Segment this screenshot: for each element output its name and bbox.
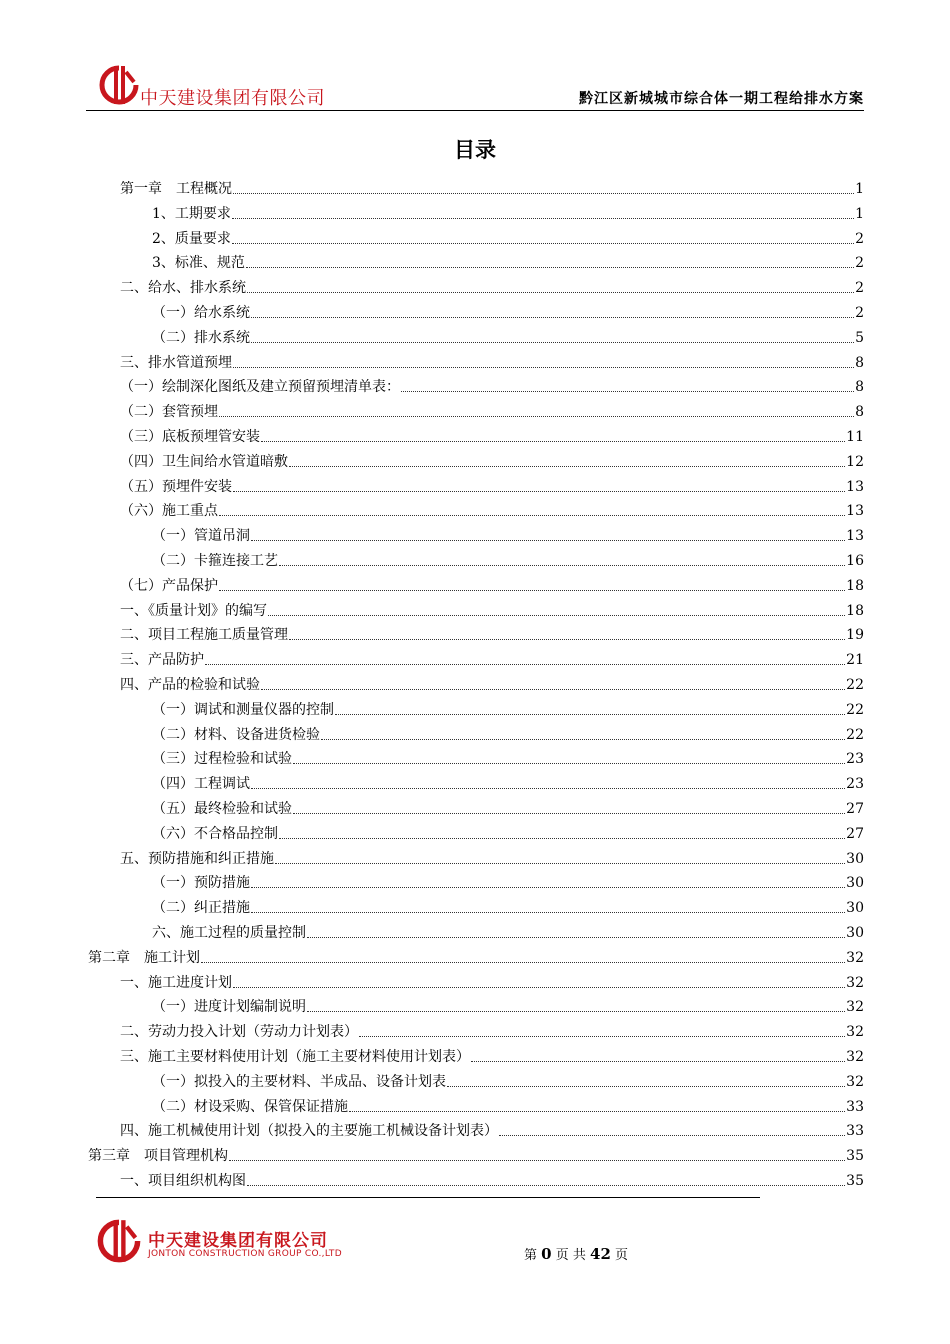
page-header — [86, 62, 864, 112]
toc-leader-dots — [233, 986, 845, 988]
toc-entry[interactable] — [120, 1166, 864, 1190]
toc-entry-page: 30 — [846, 850, 864, 867]
toc-leader-dots — [289, 638, 845, 640]
toc-entry[interactable] — [152, 521, 864, 545]
toc-entry-page: 2 — [855, 255, 864, 272]
toc-entry-title: （四）卫生间给水管道暗敷 — [120, 453, 288, 470]
current-page: 0 — [541, 1245, 552, 1263]
toc-leader-dots — [233, 192, 854, 194]
toc-entry-page: 27 — [846, 825, 864, 842]
footer-logo-icon — [96, 1218, 142, 1264]
toc-entry[interactable] — [120, 397, 864, 421]
toc-entry-page: 32 — [846, 1024, 864, 1041]
toc-leader-dots — [293, 812, 845, 814]
toc-leader-dots — [251, 539, 845, 541]
toc-entry[interactable] — [152, 224, 864, 248]
toc-leader-dots — [349, 1110, 845, 1112]
toc-entry-page: 22 — [846, 701, 864, 718]
toc-entry-title: 3、标准、规范 — [152, 255, 245, 272]
toc-entry-page: 2 — [855, 230, 864, 247]
toc-entry-title: 二、项目工程施工质量管理 — [120, 627, 288, 644]
toc-entry-page: 8 — [855, 379, 864, 396]
toc-entry-page: 32 — [846, 1073, 864, 1090]
toc-entry[interactable] — [120, 447, 864, 471]
toc-entry-page: 18 — [846, 577, 864, 594]
toc-entry-title: （二）卡箍连接工艺 — [152, 553, 278, 569]
toc-entry[interactable] — [120, 1042, 864, 1066]
toc-entry-page: 1 — [855, 181, 864, 197]
toc-entry-title: 二、给水、排水系统 — [120, 280, 246, 297]
toc-entry-page: 1 — [855, 205, 864, 222]
toc-entry-page: 27 — [846, 801, 864, 817]
toc-entry-page: 32 — [846, 999, 864, 1016]
toc-leader-dots — [275, 862, 845, 864]
toc-entry[interactable] — [152, 893, 864, 917]
toc-leader-dots — [219, 514, 845, 516]
toc-entry[interactable] — [120, 645, 864, 669]
toc-entry-title: 二、劳动力投入计划（劳动力计划表） — [120, 1024, 358, 1041]
page-number: 第 0 页 共 42 页 — [524, 1245, 629, 1263]
toc-entry-title: 2、质量要求 — [152, 230, 231, 247]
toc-leader-dots — [471, 1060, 845, 1062]
toc-entry-page: 19 — [846, 627, 864, 644]
toc-entry[interactable] — [120, 620, 864, 644]
toc-entry-page: 16 — [846, 553, 864, 569]
toc-entry-title: 一、施工进度计划 — [120, 974, 232, 991]
toc-entry-title: 1、工期要求 — [152, 205, 231, 222]
toc-entry-page: 35 — [846, 1173, 864, 1189]
toc-entry-title: （二）材料、设备进货检验 — [152, 726, 320, 743]
toc-leader-dots — [205, 663, 845, 665]
header-document-title: 黔江区新城城市综合体一期工程给排水方案 — [579, 91, 864, 107]
toc-entry-title: （六）不合格品控制 — [152, 825, 278, 842]
toc-entry-page: 23 — [846, 751, 864, 768]
toc-entry[interactable] — [120, 422, 864, 446]
toc-entry[interactable] — [120, 844, 864, 868]
toc-entry-page: 30 — [846, 875, 864, 892]
toc-entry-page: 13 — [846, 528, 864, 545]
toc-entry-page: 18 — [846, 602, 864, 619]
toc-entry-page: 33 — [846, 1123, 864, 1140]
toc-entry-title: （一）绘制深化图纸及建立预留预埋清单表： — [120, 379, 400, 396]
toc-leader-dots — [247, 1184, 845, 1186]
company-logo-icon — [98, 64, 140, 106]
header-company-name: 中天建设集团有限公司 — [140, 88, 325, 109]
toc-entry-page: 5 — [855, 329, 864, 346]
toc-leader-dots — [251, 341, 854, 343]
toc-leader-dots — [401, 390, 854, 392]
toc-title: 目录 — [454, 138, 496, 162]
toc-entry-title: 一、《质量计划》的编写 — [120, 602, 267, 619]
toc-entry-page: 32 — [846, 974, 864, 991]
toc-entry[interactable] — [152, 769, 864, 793]
toc-entry-page: 21 — [846, 652, 864, 669]
toc-entry[interactable] — [152, 794, 864, 818]
toc-entry[interactable] — [120, 472, 864, 496]
toc-entry-title: （二）纠正措施 — [152, 900, 250, 917]
toc-entry[interactable] — [152, 298, 864, 322]
toc-leader-dots — [233, 366, 854, 368]
toc-leader-dots — [251, 316, 854, 318]
toc-entry-title: （二）排水系统 — [152, 329, 250, 346]
toc-entry-title: （七）产品保护 — [120, 577, 218, 594]
toc-leader-dots — [279, 837, 845, 839]
toc-leader-dots — [499, 1134, 845, 1136]
toc-entry-title: 三、施工主要材料使用计划（施工主要材料使用计划表） — [120, 1049, 470, 1065]
toc-leader-dots — [233, 490, 845, 492]
toc-leader-dots — [261, 440, 845, 442]
toc-entry-page: 13 — [846, 478, 864, 495]
toc-entry[interactable] — [120, 372, 864, 396]
toc-leader-dots — [307, 936, 845, 938]
toc-leader-dots — [359, 1035, 845, 1037]
toc-entry-page: 32 — [846, 949, 864, 966]
toc-entry[interactable] — [120, 273, 864, 297]
toc-entry-title: 第二章 施工计划 — [88, 949, 200, 966]
toc-leader-dots — [246, 266, 854, 268]
toc-entry-page: 11 — [846, 429, 864, 445]
toc-entry-title: （一）进度计划编制说明 — [152, 999, 306, 1016]
header-divider — [86, 110, 864, 111]
toc-entry[interactable] — [120, 1116, 864, 1140]
toc-leader-dots — [232, 217, 854, 219]
total-pages: 42 — [590, 1245, 611, 1263]
toc-entry[interactable] — [120, 496, 864, 520]
toc-leader-dots — [232, 242, 854, 244]
toc-entry-title: （六）施工重点 — [120, 503, 218, 520]
toc-leader-dots — [268, 614, 845, 616]
toc-entry-page: 32 — [846, 1049, 864, 1065]
toc-leader-dots — [251, 911, 845, 913]
toc-leader-dots — [279, 564, 845, 566]
toc-leader-dots — [321, 738, 845, 740]
toc-leader-dots — [335, 713, 845, 715]
toc-entry-title: （二）套管预埋 — [120, 404, 218, 421]
toc-entry[interactable] — [152, 1092, 864, 1116]
toc-entry[interactable] — [120, 348, 864, 372]
toc-leader-dots — [447, 1085, 845, 1087]
toc-entry[interactable] — [152, 248, 864, 272]
toc-entry-page: 2 — [855, 280, 864, 297]
toc-leader-dots — [247, 291, 854, 293]
toc-entry[interactable] — [120, 571, 864, 595]
toc-leader-dots — [219, 415, 854, 417]
toc-entry-page: 8 — [855, 354, 864, 371]
toc-leader-dots — [251, 886, 845, 888]
toc-leader-dots — [229, 1159, 845, 1161]
toc-entry-page: 2 — [855, 305, 864, 321]
toc-entry-title: （一）拟投入的主要材料、半成品、设备计划表 — [152, 1073, 446, 1090]
toc-entry-page: 22 — [846, 726, 864, 743]
toc-leader-dots — [261, 688, 845, 690]
toc-entry-page: 8 — [855, 404, 864, 421]
toc-entry-title: 三、排水管道预埋 — [120, 354, 232, 371]
toc-entry-title: （一）给水系统 — [152, 305, 250, 321]
toc-entry-title: 第三章 项目管理机构 — [88, 1148, 228, 1165]
footer-divider — [96, 1197, 760, 1198]
toc-entry-page: 23 — [846, 776, 864, 793]
toc-entry-title: （三）底板预埋管安装 — [120, 429, 260, 445]
toc-entry[interactable] — [152, 323, 864, 347]
toc-entry-title: （五）预埋件安装 — [120, 478, 232, 495]
toc-entry-title: （三）过程检验和试验 — [152, 751, 292, 768]
toc-entry[interactable] — [88, 1141, 864, 1165]
toc-entry[interactable] — [152, 819, 864, 843]
toc-entry[interactable] — [120, 670, 864, 694]
toc-entry[interactable] — [88, 943, 864, 967]
toc-entry-title: 六、施工过程的质量控制 — [152, 925, 306, 941]
toc-entry-page: 33 — [846, 1098, 864, 1115]
toc-entry[interactable] — [152, 1067, 864, 1091]
toc-entry[interactable] — [152, 695, 864, 719]
footer-company-english: JONTON CONSTRUCTION GROUP CO.,LTD — [148, 1249, 342, 1259]
toc-entry-title: 四、产品的检验和试验 — [120, 677, 260, 693]
toc-entry-title: （四）工程调试 — [152, 776, 250, 793]
toc-entry-page: 12 — [846, 453, 864, 470]
footer-company-name: 中天建设集团有限公司 — [148, 1231, 328, 1251]
toc-entry[interactable] — [120, 1017, 864, 1041]
toc-entry-title: 五、预防措施和纠正措施 — [120, 850, 274, 867]
toc-leader-dots — [307, 1010, 845, 1012]
toc-entry-page: 30 — [846, 900, 864, 917]
toc-leader-dots — [289, 465, 845, 467]
toc-entry-title: （一）调试和测量仪器的控制 — [152, 701, 334, 718]
toc-leader-dots — [293, 762, 845, 764]
toc-entry-title: （二）材设采购、保管保证措施 — [152, 1098, 348, 1115]
toc-leader-dots — [251, 787, 845, 789]
toc-entry-title: 一、项目组织机构图 — [120, 1173, 246, 1189]
toc-entry[interactable] — [152, 918, 864, 942]
toc-entry-title: 三、产品防护 — [120, 652, 204, 669]
toc-entry[interactable] — [152, 744, 864, 768]
toc-entry-title: （一）预防措施 — [152, 875, 250, 892]
toc-entry[interactable] — [120, 968, 864, 992]
toc-entry[interactable] — [120, 174, 864, 198]
toc-leader-dots — [201, 961, 845, 963]
toc-entry-title: 四、施工机械使用计划（拟投入的主要施工机械设备计划表） — [120, 1123, 498, 1140]
toc-entry[interactable] — [152, 868, 864, 892]
toc-entry-title: （一）管道吊洞 — [152, 528, 250, 545]
toc-entry-title: 第一章 工程概况 — [120, 181, 232, 197]
toc-entry[interactable] — [152, 992, 864, 1016]
toc-entry[interactable] — [152, 720, 864, 744]
toc-entry[interactable] — [152, 199, 864, 223]
toc-entry-page: 35 — [846, 1148, 864, 1165]
toc-entry-page: 30 — [846, 925, 864, 941]
toc-entry-page: 13 — [846, 503, 864, 520]
toc-entry-page: 22 — [846, 677, 864, 693]
toc-entry[interactable] — [120, 596, 864, 620]
toc-leader-dots — [219, 589, 845, 591]
toc-entry[interactable] — [152, 546, 864, 570]
toc-entry-title: （五）最终检验和试验 — [152, 801, 292, 817]
